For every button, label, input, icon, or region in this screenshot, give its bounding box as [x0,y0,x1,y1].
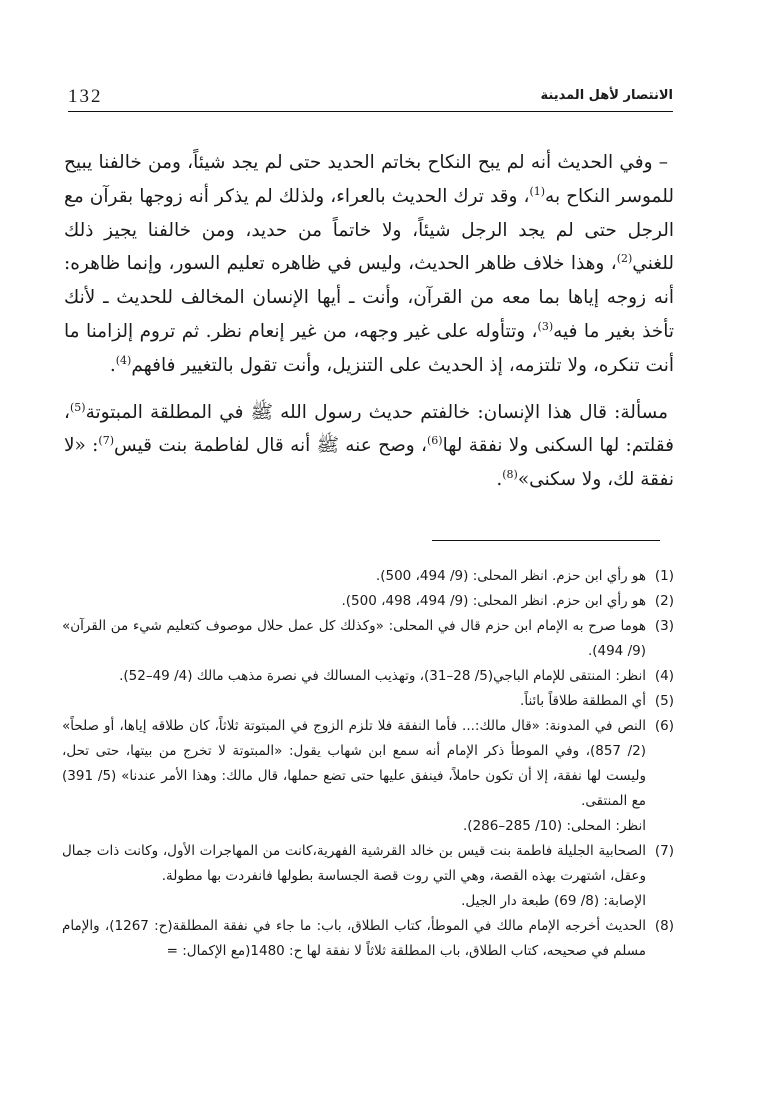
footnote-8: (8) الحديث أخرجه الإمام مالك في الموطأ، كتاب الطلاق، باب: ما جاء في نفقة المطلقة(ح: 1267)، والإمام مسلم في صحيحه، كتاب الطلاق، باب المطلقة ثلاثاً لا نفقة لها ح: 1480(مع الإكمال: = [62,918,674,959]
page-number: 132 [68,86,103,107]
footnote-ref-1: (1) [529,184,546,198]
footnote-1: (1) هو رأي ابن حزم. انظر المحلى: (9/ 494، 500). [375,568,674,584]
footnote-ref-3: (3) [537,319,554,333]
footnote-ref-8: (8) [502,468,518,482]
main-text [64,146,674,497]
page-header [68,86,673,108]
footnotes [62,564,674,964]
footnote-ref-4: (4) [115,353,132,367]
footnote-ref-5: (5) [69,400,86,414]
footnote-7: (7) الصحابية الجليلة فاطمة بنت قيس بن خالد القرشية الفهرية،كانت من المهاجرات الأول، وكانت ذات جمال وعقل، اشتهرت بهذه القصة، وهي التي روت قصة الجساسة بطولها فانفردت بها مطولة. [62,843,674,884]
footnote-2: (2) هو رأي ابن حزم. انظر المحلى: (9/ 494، 498، 500). [341,593,674,609]
footnote-separator [432,540,660,541]
footnote-5: (5) أي المطلقة طلاقاً بائناً. [520,693,674,709]
paragraph-2: مسألة: قال هذا الإنسان: خالفتم حديث رسول الله ﷺ في المطلقة المبتوتة$^{(5)}$، فقلتم: لها السكنى ولا نفقة لها$^{(6)}$، وصح عنه ﷺ أنه قال لفاطمة بنت قيس$^{(7)}$: «لا نفقة لك، ولا سكنى»$^{(8)}$. [64,400,674,491]
running-title: الانتصار لأهل المدينة [540,88,673,103]
footnote-4: (4) انظر: المنتقى للإمام الباجي(5/ 28–31)، وتهذيب المسالك في نصرة مذهب مالك (4/ 49–52). [119,668,674,684]
footnote-6: (6) النص في المدونة: «قال مالك:... فأما النفقة فلا تلزم الزوج في المبتوتة ثلاثاً، كان طلاقه إياها، أو صلحاً» (2/ 857)، وفي الموطأ ذكر الإمام أنه سمع ابن شهاب يقول: «المبتوتة لا تخرج من بيتها، حتى تحل، وليست لها نفقة، إلا أن تكون حاملاً، فينفق عليها حتى تضع حملها، قال مالك: وهذا الأمر عندنا» (5/ 391) مع المنتقى. [62,718,674,809]
footnote-ref-7: (7) [98,434,115,448]
footnote-7-source: الإصابة: (8/ 69) طبعة دار الجيل. [461,893,646,909]
footnote-ref-2: (2) [616,252,633,266]
header-rule [68,111,673,112]
paragraph-1: – وفي الحديث أنه لم يبح النكاح بخاتم الحديد حتى لم يجد شيئاً، ومن خالفنا يبيح للموسر النكاح به$^{(1)}$، وقد ترك الحديث بالعراء، ولذلك لم يذكر أنه زوجها بقرآن مع الرجل حتى لم يجد الرجل شيئاً، ولا خاتماً من حديد، ومن خالفنا يجيز ذلك للغني$^{(2)}$، وهذا خلاف ظاهر الحديث، وليس في ظاهره تعليم السور، وإنما ظاهره: أنه زوجه إياها بما معه من القرآن، وأنت ـ أيها الإنسان المخالف للحديث ـ لأنك تأخذ بغير ما فيه$^{(3)}$، وتتأوله على غير وجهه، من غير إنعام نظر. ثم تروم إلزامنا ما أنت تنكره، ولا تلتزمه، إذ الحديث على التنزيل، وأنت تقول بالتغيير فافهم$^{(4)}$. [64,152,674,376]
footnote-6-source: انظر: المحلى: (10/ 285–286). [463,818,646,834]
footnote-ref-6: (6) [427,434,443,448]
footnote-3: (3) هوما صرح به الإمام ابن حزم قال في المحلى: «وكذلك كل عمل حلال موصوف كتعليم شيء من القرآن» (9/ 494). [62,618,674,659]
